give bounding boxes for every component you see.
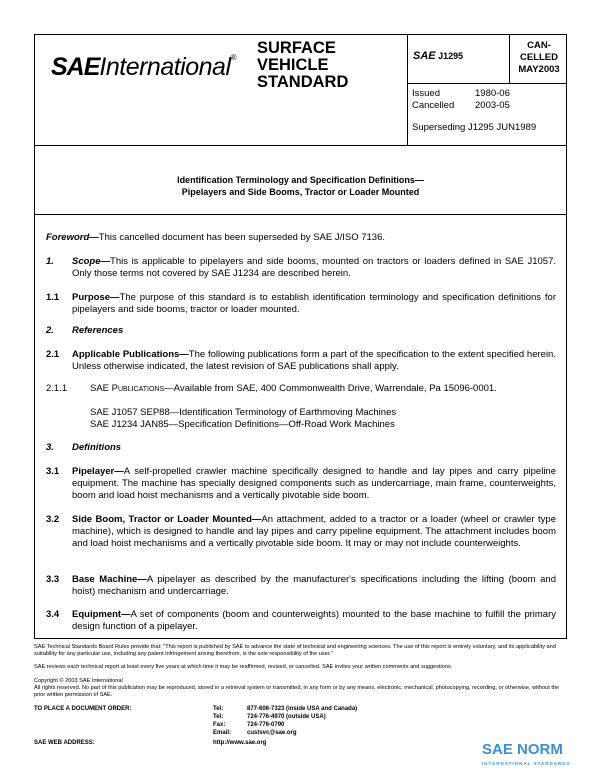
footer-rights: All rights reserved. No part of this publication may be reproduced, stored in a retrieval system or transmitted, in any form or by any means, electronic, mechanical, photocopying, recording, or otherwise, without the prior written permission of SAE. <box>34 685 560 698</box>
status-badge: CAN- CELLED MAY2003 <box>518 40 560 75</box>
sae-norm-logo: SAE NORM INTERNATIONAL STANDARDS <box>482 741 571 766</box>
reference-j1057: SAE J1057 SEP88—Identification Terminology of Earthmoving Machines <box>90 407 397 418</box>
order-email[interactable]: custsvc@sae.org <box>247 730 297 736</box>
document-dates: Issued 1980-06 Cancelled 2003-05 <box>412 88 510 111</box>
superseding-note: Superseding J1295 JUN1989 <box>412 122 537 133</box>
document-title: Identification Terminology and Specification Definitions— Pipelayers and Side Booms, Tractor or Loader Mounted <box>34 146 567 215</box>
order-tel-us: 877-606-7323 (inside USA and Canada) <box>247 706 358 712</box>
order-label: TO PLACE A DOCUMENT ORDER: <box>34 706 132 712</box>
sae-international-logo: SAEInternational® <box>51 53 236 81</box>
web-label: SAE WEB ADDRESS: <box>34 740 95 746</box>
web-address-link[interactable]: http://www.sae.org <box>213 740 267 746</box>
document-header <box>34 34 567 146</box>
definition-pipelayer: Pipelayer—A self-propelled crawler machine specifically designed to handle and lay pipes and carry pipeline equipment. The machine has specially designed components such as undercarriage, main frame, counterweights, boom and load hoist mechanisms and a vertically pivotable side boom. <box>72 466 556 501</box>
document-number: SAE J1295 <box>413 50 464 62</box>
standard-type: SURFACE VEHICLE STANDARD <box>257 39 349 91</box>
order-tel-intl: 724-776-4970 (outside USA) <box>247 714 326 720</box>
definition-base-machine: Base Machine—A pipelayer as described by the manufacturer's specifications including the lifting (boom and hoist) mechanism and undercarriage. <box>72 574 556 597</box>
footer-copyright: Copyright © 2003 SAE International <box>34 678 123 684</box>
definition-side-boom: Side Boom, Tractor or Loader Mounted—An attachment, added to a tractor or a loader (wheel or crawler type machine), which is designed to handle and lay pipes and carry pipeline equipment. The attachment includes boom and load hoist mechanisms and a vertically pivotable side boom. It may or may not include counterweights. <box>72 514 557 549</box>
document-body: Foreword—This cancelled document has been superseded by SAE J/ISO 7136. 1. Scope—This is applicable to pipelayers and side booms, mounted on tractors or loaders defined in SAE J1057. Only those terms not covered by SAE J1234 are described herein. 1.1 Purpose—The purpose of this standard is to establish identification terminology and specification definitions for pipelayers and side booms, tractor or loader mounted. 2. References 2.1 Applicable Publications—The following publications form a part of the specification to the extent specified herein. Unless otherwise indicated, the latest revision of SAE publications shall apply. 2.1.1 SAE Publications—Available from SAE, 400 Commonwealth Drive, Warrendale, Pa 15096-0001. SAE J1057 SEP88—Identification Terminology of Earthmoving Machines SAE J1234 JAN85—Specification Definitions—Off-Road Work Machines 3. Definitions 3.1 Pipelayer—A self-propelled crawler machine specifically designed to handle and lay pipes and carry pipeline equipment. The machine has specially designed components such as undercarriage, main frame, counterweights, boom and load hoist mechanisms and a vertically pivotable side boom. 3.2 Side Boom, Tractor or Loader Mounted—An attachment, added to a tractor or a loader (wheel or crawler type machine), which is designed to handle and lay pipes and carry pipeline equipment. The attachment includes boom and load hoist mechanisms and a vertically pivotable side boom. It may or may not include counterweights. 3.3 Base Machine—A pipelayer as described by the manufacturer's specifications including the lifting (boom and hoist) mechanism and undercarriage. 3.4 Equipment—A set of components (boom and counterweights) mounted to the base machine to fulfill the primary design function of a pipelayer. <box>34 215 567 639</box>
reference-j1234: SAE J1234 JAN85—Specification Definitions—Off-Road Work Machines <box>90 419 395 430</box>
definition-equipment: Equipment—A set of components (boom and counterweights) mounted to the base machine to fulfill the primary design function of a pipelayer. <box>72 609 556 632</box>
section-scope: Scope—This is applicable to pipelayers and side booms, mounted on tractors or loaders defined in SAE J1057. Only those terms not covered by SAE J1234 are described herein. <box>72 256 556 279</box>
foreword: Foreword—This cancelled document has been superseded by SAE J/ISO 7136. <box>46 232 386 243</box>
section-references: References <box>72 325 124 336</box>
section-sae-publications: SAE Publications—Available from SAE, 400 Commonwealth Drive, Warrendale, Pa 15096-0001. <box>90 383 497 394</box>
order-fax: 724-776-0790 <box>247 722 285 728</box>
section-definitions: Definitions <box>72 442 122 453</box>
section-purpose: Purpose—The purpose of this standard is to establish identification terminology and specification definitions for pipelayers and side booms, tractor or loader mounted. <box>72 292 556 315</box>
section-applicable-publications: Applicable Publications—The following publications form a part of the specification to the extent specified herein. Unless otherwise indicated, the latest revision of SAE publications shall apply. <box>72 349 556 372</box>
footer-rules: SAE Technical Standards Board Rules provide that: "This report is published by SAE to advance the state of technical and engineering sciences. The use of this report is entirely voluntary, and its applicability and suitability for any particular use, including any patent infringement arising therefrom, is the sole responsibility of the user." <box>34 644 556 657</box>
footer-review: SAE reviews each technical report at least every five years at which time it may be reaffirmed, revised, or cancelled. SAE invites your written comments and suggestions. <box>34 664 453 670</box>
